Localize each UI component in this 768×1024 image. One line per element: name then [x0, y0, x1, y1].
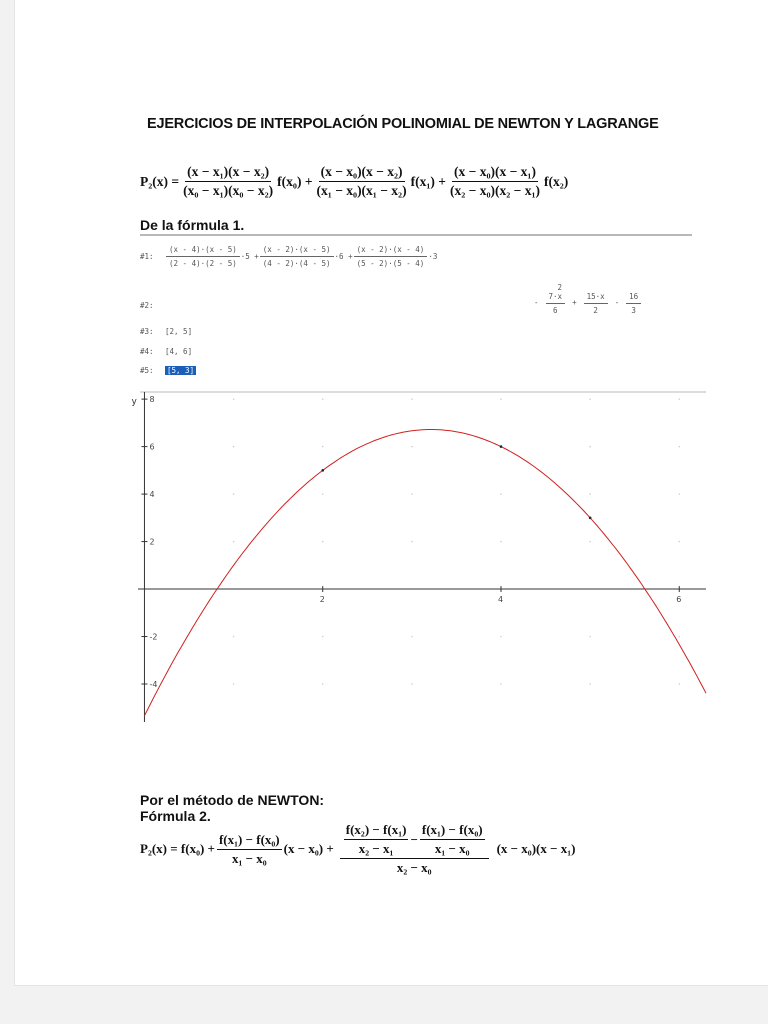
formula2-inner-op: − [410, 831, 418, 847]
cas-l2-b-num: 15·x [584, 292, 608, 304]
data-point [589, 517, 592, 520]
cas-l2-b [584, 292, 608, 315]
grid-dot [411, 398, 413, 400]
cas-l2-a-num: 7·x [546, 292, 566, 304]
formula2-outer-den: x₂ − x₀ [396, 860, 432, 875]
formula2-inner-a-num: f(x₂) − f(x₁) [344, 822, 409, 840]
cas-l2-a-den: 6 [553, 306, 558, 315]
grid-dot [678, 446, 680, 448]
y-tick-label: 6 [149, 442, 155, 452]
formula2-divdiff1-den: x₁ − x₀ [231, 850, 267, 866]
grid-dot [411, 493, 413, 495]
grid-dot [589, 446, 591, 448]
cas-l2-a [546, 292, 566, 315]
formula2-divdiff2-num [340, 822, 489, 859]
cas-line-2-label: #2: [140, 301, 154, 310]
cas-l1-term2-num: (x - 2)·(x - 5) [260, 245, 334, 257]
cas-l2-c-den: 3 [631, 306, 636, 315]
cas-l1-term3-num: (x - 2)·(x - 4) [354, 245, 428, 257]
y-tick-label: 4 [149, 490, 155, 500]
grid-dot [589, 636, 591, 638]
formula2-inner-a-den: x₂ − x₁ [358, 841, 394, 856]
grid-dot [411, 541, 413, 543]
formula1-term1-f: f(x₀) + [277, 173, 313, 189]
grid-dot [411, 446, 413, 448]
cas-line-2 [534, 283, 642, 315]
cas-l1-term3-den: (5 - 2)·(5 - 4) [356, 259, 425, 268]
cas-line-3-value: [2, 5] [165, 327, 193, 336]
cas-line-5-value-selected[interactable]: [5, 3] [167, 366, 195, 375]
formula1-term1 [181, 164, 275, 199]
formula1-term2-num: (x − x₀)(x − x₂) [319, 164, 405, 182]
x-tick-label: 6 [676, 595, 682, 605]
cas-l2-c [626, 292, 641, 315]
formula1-term1-num: (x − x₁)(x − x₂) [185, 164, 271, 182]
grid-dot [500, 541, 502, 543]
grid-dot [589, 398, 591, 400]
formula2-mid: (x − x₀) + [283, 841, 334, 856]
cas-l2-a-wrap [545, 283, 567, 315]
cas-l2-b-den: 2 [593, 306, 598, 315]
data-point [321, 469, 324, 472]
grid-dot [233, 636, 235, 638]
cas-l1-term1-den: (2 - 4)·(2 - 5) [169, 259, 237, 268]
grid-dot [500, 683, 502, 685]
grid-dot [233, 398, 235, 400]
formula1-term2-f: f(x₁) + [410, 173, 446, 189]
grid-dot [500, 398, 502, 400]
grid-dot [233, 446, 235, 448]
section-divider [140, 234, 692, 236]
cas-line-3-label: #3: [140, 327, 154, 336]
cas-l1-term2 [260, 245, 334, 268]
formula1-term3-den: (x₂ − x₀)(x₂ − x₁) [449, 183, 541, 198]
y-tick-label: -4 [149, 680, 158, 690]
grid-dot [678, 683, 680, 685]
grid-dot [589, 493, 591, 495]
section-newton: Por el método de NEWTON: [140, 792, 325, 808]
data-points [321, 445, 591, 519]
formula1-lhs: P₂(x) = [140, 173, 180, 189]
document-title: EJERCICIOS DE INTERPOLACIÓN POLINOMIAL DE NEWTON Y LAGRANGE [147, 116, 659, 132]
grid-dot [322, 398, 324, 400]
cas-l2-c-num: 16 [626, 292, 641, 304]
grid-dot [322, 636, 324, 638]
x-tick-label: 4 [497, 595, 504, 605]
formula1-term2-den: (x₁ − x₀)(x₁ − x₂) [316, 183, 407, 198]
formula1-term3-f: f(x₂) [544, 173, 569, 189]
grid-dot [411, 683, 413, 685]
grid-dot [500, 636, 502, 638]
newton-formula [140, 822, 576, 876]
cas-line-1 [140, 245, 437, 268]
x-tick-label: 2 [319, 595, 325, 605]
formula2-inner-b-num: f(x₁) − f(x₀) [420, 822, 485, 840]
cas-l2-lead: - [534, 298, 539, 307]
plot-grid [233, 398, 680, 684]
formula1-term3-num: (x − x₀)(x − x₁) [452, 164, 538, 182]
grid-dot [233, 493, 235, 495]
cas-l1-term1-num: (x - 4)·(x - 5) [166, 245, 240, 257]
formula2-inner-b [420, 822, 485, 857]
formula2-tail: (x − x₀)(x − x₁) [496, 841, 576, 856]
grid-dot [500, 493, 502, 495]
cas-l1-term2-f: ·6 + [334, 252, 353, 261]
grid-dot [322, 446, 324, 448]
grid-dot [322, 541, 324, 543]
cas-line-5-label: #5: [140, 366, 154, 375]
data-point [500, 445, 503, 448]
y-tick-label: 2 [149, 537, 155, 547]
parabola-plot [0, 388, 768, 728]
formula1-term3 [448, 164, 542, 199]
y-axis-label: y [131, 397, 137, 407]
formula2-lhs: P₂(x) = f(x₀) + [140, 841, 215, 856]
lagrange-formula [140, 164, 568, 199]
grid-dot [411, 636, 413, 638]
cas-l1-term3 [354, 245, 428, 268]
section-formula-1: De la fórmula 1. [140, 217, 245, 233]
cas-l1-term1-f: ·5 + [240, 252, 259, 261]
grid-dot [233, 683, 235, 685]
grid-dot [678, 636, 680, 638]
formula2-divdiff1 [217, 832, 282, 867]
cas-l1-term1 [166, 245, 240, 268]
formula2-divdiff1-num: f(x₁) − f(x₀) [217, 832, 282, 850]
cas-line-4 [140, 347, 192, 356]
formula2-divdiff2 [340, 822, 489, 876]
grid-dot [589, 683, 591, 685]
grid-dot [322, 493, 324, 495]
grid-dot [233, 541, 235, 543]
y-tick-label: 8 [149, 395, 155, 405]
cas-l1-term3-f: ·3 [428, 252, 438, 261]
grid-dot [678, 493, 680, 495]
cas-l2-op1: + [572, 298, 577, 307]
cas-line-4-label: #4: [140, 347, 154, 356]
cas-line-5 [140, 366, 196, 375]
cas-line-4-value: [4, 6] [165, 347, 193, 356]
formula2-inner-a [344, 822, 409, 857]
formula1-term1-den: (x₀ − x₁)(x₀ − x₂) [183, 183, 274, 198]
cas-line-3 [140, 327, 192, 336]
grid-dot [322, 683, 324, 685]
cas-l2-exp: 2 [557, 283, 563, 292]
formula2-inner-b-den: x₁ − x₀ [434, 841, 470, 856]
cas-l2-op2: - [614, 298, 620, 307]
cas-line-1-label: #1: [140, 252, 154, 261]
y-tick-label: -2 [149, 632, 158, 642]
cas-l1-term2-den: (4 - 2)·(4 - 5) [262, 259, 331, 268]
grid-dot [678, 398, 680, 400]
formula1-term2 [315, 164, 409, 199]
grid-dot [589, 541, 591, 543]
grid-dot [678, 541, 680, 543]
interpolation-curve [145, 430, 707, 716]
section-formula-2: Fórmula 2. [140, 808, 211, 824]
